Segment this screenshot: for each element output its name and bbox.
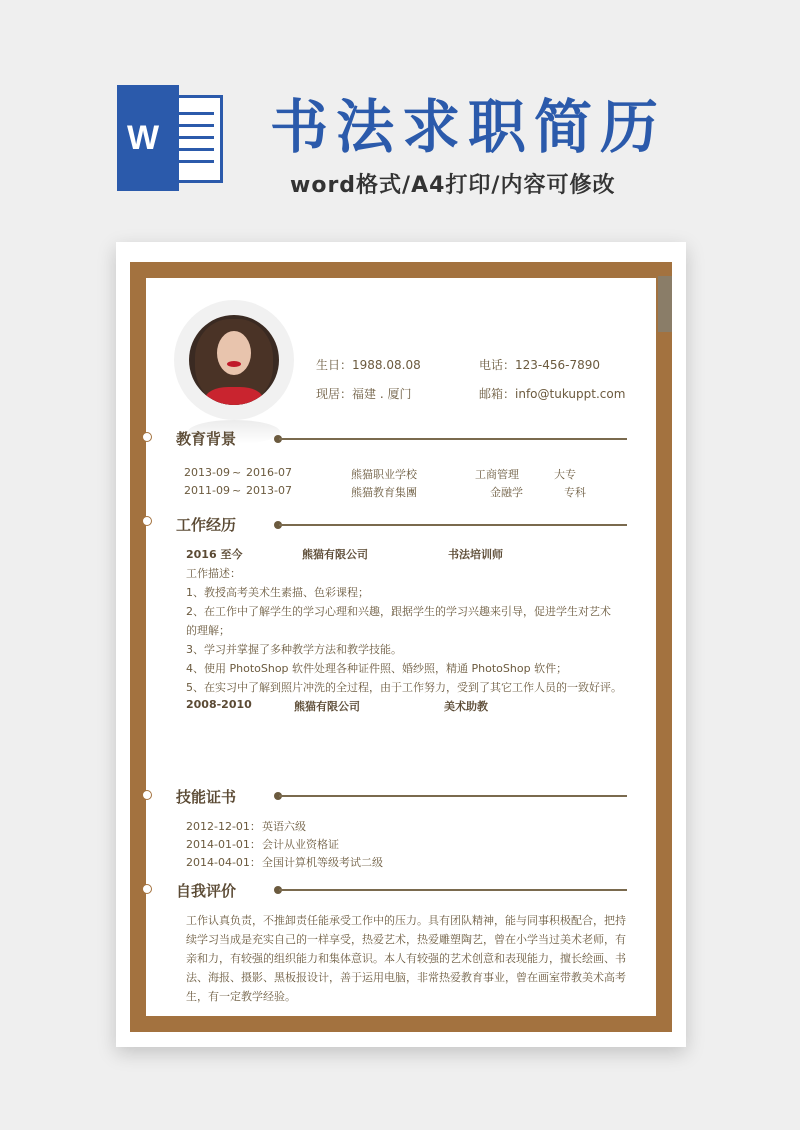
self-eval-line: 工作认真负责，不推卸责任能承受工作中的压力。具有团队精神，能与同事积极配合，把持 bbox=[186, 914, 626, 927]
job-company: 熊猫有限公司 bbox=[294, 700, 360, 713]
self-eval-line: 续学习当成是充实自己的一样享受，热爱艺术，热爱雕塑陶艺，曾在小学当过美术老师，有 bbox=[186, 933, 626, 946]
resume-frame bbox=[130, 262, 672, 1032]
job-company: 熊猫有限公司 bbox=[302, 548, 368, 561]
page-subtitle: word格式/A4打印/内容可修改 bbox=[290, 173, 616, 198]
resume-paper bbox=[116, 242, 686, 1047]
word-letter: W bbox=[127, 119, 160, 157]
self-eval-line: 亲和力，有较强的组织能力和集体意识。本人有较强的艺术创意和表现能力，擅长绘画、书 bbox=[186, 952, 626, 965]
skill-date: 2012-12-01： bbox=[186, 820, 261, 833]
section-divider bbox=[279, 889, 627, 891]
education-title: 教育背景 bbox=[176, 430, 237, 448]
skill-date: 2014-01-01： bbox=[186, 838, 261, 851]
binder-dot bbox=[142, 790, 152, 800]
section-divider bbox=[279, 438, 627, 440]
binder-dot bbox=[142, 516, 152, 526]
self-eval-title: 自我评价 bbox=[176, 882, 237, 900]
word-badge bbox=[117, 85, 179, 191]
skills-title: 技能证书 bbox=[176, 788, 237, 806]
self-eval-line: 法、海报、摄影、黑板报设计，善于运用电脑，非常热爱教育事业，曾在画室带教美术高考 bbox=[186, 971, 626, 984]
resume-content: 生日：1988.08.08 电话：123-456-7890 现居：福建 . 厦门 邮箱：info@tukuppt.com 教育背景 2013-09 ~ 2016-07 熊猫职业学校 工商管理 大专 2011-09 ~ 2013-07 熊猫教育集團 金融学 专科 工作经历 2016 至今 熊猫有限公司 书法培训师 工作描述： 1、教授高考美术生素描、色彩课程； 2、在工作中了解学生的学习心理和兴趣，跟据学生的学习兴趣来引导，促进学生对艺术 的理解； 3、学习并掌握了多种教学方法和教学技能。 4、使用 PhotoShop 软件处理各种证件照、婚纱照，精通 PhotoShop 软件； 5、在实习中了解到照片冲洗的全过程，由于工作努力，受到了其它工作人员的一致好评。 2008-2010 熊猫有限公司 美术助教 技能证书 2012-12-01： 英语六级 2014-01-01： 会计从业资格证 2014-04-01： 全国计算机等级考试二级 自我评价 工作认真负责，不推卸责任能承受工作中的压力。具有团队精神，能与同事积极配合，把持 续学习当成是充实自己的一样享受，热爱艺术，热爱雕塑陶艺，曾在小学当过美术老师，有 亲和力，有较强的组织能力和集体意识。本人有较强的艺术创意和表现能力，擅长绘画、书 法、海报、摄影、黑板报设计，善于运用电脑，非常热爱教育事业，曾在画室带教美术高考 生，有一定教学经验。 bbox=[146, 278, 656, 1016]
skill-date: 2014-04-01： bbox=[186, 856, 261, 869]
job-desc-line: 5、在实习中了解到照片冲洗的全过程，由于工作努力，受到了其它工作人员的一致好评。 bbox=[186, 681, 622, 694]
job-desc-line: 2、在工作中了解学生的学习心理和兴趣，跟据学生的学习兴趣来引导，促进学生对艺术 bbox=[186, 605, 611, 618]
binder-dot bbox=[142, 884, 152, 894]
word-logo-icon bbox=[117, 85, 227, 191]
avatar-frame bbox=[174, 300, 294, 420]
work-title: 工作经历 bbox=[176, 516, 237, 534]
job-position: 书法培训师 bbox=[448, 548, 503, 561]
section-divider bbox=[279, 524, 627, 526]
skill-name: 会计从业资格证 bbox=[262, 838, 339, 851]
self-eval-line: 生，有一定教学经验。 bbox=[186, 990, 296, 1003]
binder-dot bbox=[142, 432, 152, 442]
job-desc-label: 工作描述： bbox=[186, 567, 241, 580]
phone-info: 电话：123-456-7890 bbox=[479, 358, 601, 372]
job-desc-line: 1、教授高考美术生素描、色彩课程； bbox=[186, 586, 369, 599]
location-info: 现居：福建 . 厦门 bbox=[316, 387, 412, 401]
job-desc-line: 的理解； bbox=[186, 624, 230, 637]
job-position: 美术助教 bbox=[444, 700, 488, 713]
email-info: 邮箱：info@tukuppt.com bbox=[479, 387, 626, 401]
birth-info: 生日：1988.08.08 bbox=[316, 358, 421, 372]
job-period: 2008-2010 bbox=[186, 698, 252, 711]
skill-name: 全国计算机等级考试二级 bbox=[262, 856, 383, 869]
section-divider bbox=[279, 795, 627, 797]
job-period: 2016 至今 bbox=[186, 548, 243, 561]
job-desc-line: 3、学习并掌握了多种教学方法和教学技能。 bbox=[186, 643, 402, 656]
corner-tab bbox=[658, 276, 672, 332]
page-title: 书法求职简历 bbox=[270, 93, 667, 161]
skill-name: 英语六级 bbox=[262, 820, 306, 833]
job-desc-line: 4、使用 PhotoShop 软件处理各种证件照、婚纱照，精通 PhotoShop 软件； bbox=[186, 662, 568, 675]
avatar bbox=[189, 315, 279, 405]
